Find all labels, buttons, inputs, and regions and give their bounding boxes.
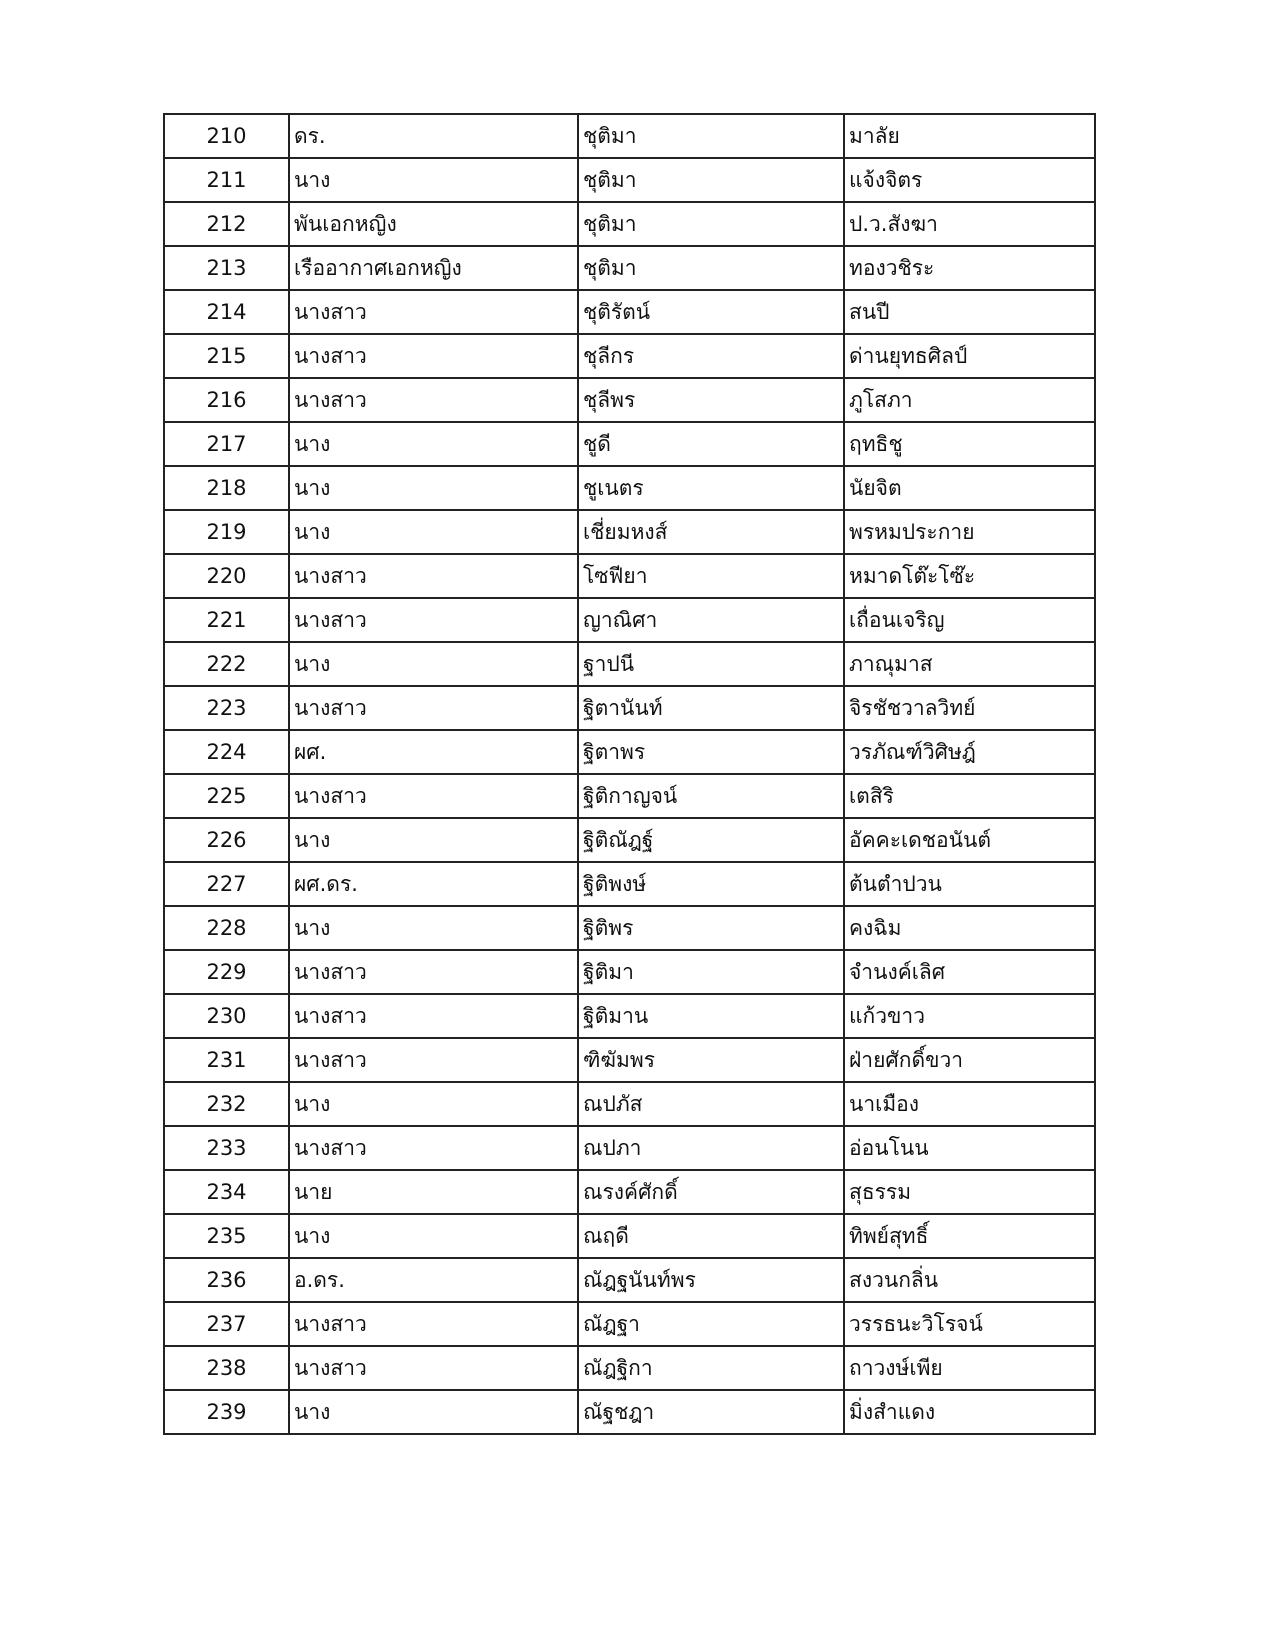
table-row [164, 114, 1095, 158]
row-title: นางสาว [289, 334, 578, 378]
row-number: 229 [164, 950, 289, 994]
row-last-name: มิ่งสำแดง [844, 1390, 1095, 1434]
row-last-name: ถาวงษ์เพีย [844, 1346, 1095, 1390]
row-first-name: ณรงค์ศักดิ์ [578, 1170, 844, 1214]
table-row [164, 994, 1095, 1038]
row-last-name: ทองวชิระ [844, 246, 1095, 290]
row-title: เรืออากาศเอกหญิง [289, 246, 578, 290]
row-first-name: ชุลีกร [578, 334, 844, 378]
table-row [164, 466, 1095, 510]
row-first-name: ณัฎฐิกา [578, 1346, 844, 1390]
row-first-name: ฐิติกาญจน์ [578, 774, 844, 818]
table-row [164, 246, 1095, 290]
row-first-name: ณัฐชฎา [578, 1390, 844, 1434]
row-last-name: จำนงค์เลิศ [844, 950, 1095, 994]
table-row [164, 1170, 1095, 1214]
row-number: 235 [164, 1214, 289, 1258]
row-number: 217 [164, 422, 289, 466]
row-title: นาง [289, 422, 578, 466]
table-row [164, 686, 1095, 730]
row-last-name: เตสิริ [844, 774, 1095, 818]
row-last-name: แจ้งจิตร [844, 158, 1095, 202]
table-row [164, 1258, 1095, 1302]
row-first-name: ชุลีพร [578, 378, 844, 422]
row-title: อ.ดร. [289, 1258, 578, 1302]
row-title: นางสาว [289, 686, 578, 730]
row-number: 226 [164, 818, 289, 862]
row-last-name: มาลัย [844, 114, 1095, 158]
table-row [164, 422, 1095, 466]
row-last-name: ป.ว.สังฆา [844, 202, 1095, 246]
row-title: นาง [289, 466, 578, 510]
name-list-body [164, 114, 1095, 1434]
row-last-name: คงฉิม [844, 906, 1095, 950]
row-last-name: ฤทธิชู [844, 422, 1095, 466]
row-first-name: ฐิติพงษ์ [578, 862, 844, 906]
row-first-name: ฐิติมา [578, 950, 844, 994]
row-number: 223 [164, 686, 289, 730]
row-number: 218 [164, 466, 289, 510]
table-row [164, 1302, 1095, 1346]
table-row [164, 334, 1095, 378]
row-number: 221 [164, 598, 289, 642]
row-number: 236 [164, 1258, 289, 1302]
row-last-name: ภาณุมาส [844, 642, 1095, 686]
row-number: 234 [164, 1170, 289, 1214]
row-first-name: โซฟียา [578, 554, 844, 598]
row-first-name: ฐิตาพร [578, 730, 844, 774]
table-row [164, 774, 1095, 818]
row-first-name: ชูเนตร [578, 466, 844, 510]
row-number: 213 [164, 246, 289, 290]
row-last-name: สงวนกลิ่น [844, 1258, 1095, 1302]
row-first-name: ชุติมา [578, 114, 844, 158]
row-last-name: จิรชัชวาลวิทย์ [844, 686, 1095, 730]
table-row [164, 598, 1095, 642]
row-title: นางสาว [289, 994, 578, 1038]
row-title: นาง [289, 1390, 578, 1434]
row-last-name: ต้นตำปวน [844, 862, 1095, 906]
row-number: 210 [164, 114, 289, 158]
row-number: 211 [164, 158, 289, 202]
row-last-name: หมาดโต๊ะโซ๊ะ [844, 554, 1095, 598]
row-title: นางสาว [289, 1038, 578, 1082]
row-title: นางสาว [289, 290, 578, 334]
row-number: 224 [164, 730, 289, 774]
table-row [164, 1390, 1095, 1434]
row-last-name: ทิพย์สุทธิ์ [844, 1214, 1095, 1258]
table-row [164, 730, 1095, 774]
table-row [164, 202, 1095, 246]
row-number: 231 [164, 1038, 289, 1082]
row-title: นางสาว [289, 950, 578, 994]
row-number: 238 [164, 1346, 289, 1390]
row-first-name: ฐิติมาน [578, 994, 844, 1038]
row-number: 225 [164, 774, 289, 818]
row-first-name: ชูดี [578, 422, 844, 466]
row-number: 215 [164, 334, 289, 378]
table-row [164, 1346, 1095, 1390]
row-title: นาง [289, 818, 578, 862]
row-first-name: ญาณิศา [578, 598, 844, 642]
row-first-name: ณปภา [578, 1126, 844, 1170]
row-last-name: ด่านยุทธศิลป์ [844, 334, 1095, 378]
row-last-name: สุธรรม [844, 1170, 1095, 1214]
row-first-name: ฐาปนี [578, 642, 844, 686]
table-row [164, 862, 1095, 906]
row-title: นางสาว [289, 1126, 578, 1170]
row-title: นาย [289, 1170, 578, 1214]
row-title: นางสาว [289, 1346, 578, 1390]
table-row [164, 818, 1095, 862]
row-number: 219 [164, 510, 289, 554]
row-last-name: สนปี [844, 290, 1095, 334]
table-row [164, 906, 1095, 950]
row-number: 230 [164, 994, 289, 1038]
row-title: นางสาว [289, 554, 578, 598]
row-first-name: เชี่ยมหงส์ [578, 510, 844, 554]
row-title: นาง [289, 510, 578, 554]
table-row [164, 1082, 1095, 1126]
table-row [164, 158, 1095, 202]
row-last-name: นัยจิต [844, 466, 1095, 510]
table-row [164, 378, 1095, 422]
table-row [164, 950, 1095, 994]
row-number: 228 [164, 906, 289, 950]
row-title: นางสาว [289, 1302, 578, 1346]
row-first-name: ณัฎฐนันท์พร [578, 1258, 844, 1302]
row-title: ผศ. [289, 730, 578, 774]
row-number: 239 [164, 1390, 289, 1434]
row-number: 237 [164, 1302, 289, 1346]
row-number: 222 [164, 642, 289, 686]
table-row [164, 1038, 1095, 1082]
row-number: 212 [164, 202, 289, 246]
row-number: 214 [164, 290, 289, 334]
row-title: นาง [289, 1214, 578, 1258]
table-row [164, 510, 1095, 554]
row-title: นางสาว [289, 378, 578, 422]
row-title: นางสาว [289, 774, 578, 818]
table-row [164, 554, 1095, 598]
row-title: นาง [289, 642, 578, 686]
row-first-name: ฐิตานันท์ [578, 686, 844, 730]
row-last-name: พรหมประกาย [844, 510, 1095, 554]
row-first-name: ณฤดี [578, 1214, 844, 1258]
row-last-name: แก้วขาว [844, 994, 1095, 1038]
row-number: 220 [164, 554, 289, 598]
row-last-name: วรภัณฑ์วิศิษฎ์ [844, 730, 1095, 774]
table-row [164, 1214, 1095, 1258]
table-row [164, 1126, 1095, 1170]
name-list-table [163, 113, 1096, 1435]
row-first-name: ณัฎฐา [578, 1302, 844, 1346]
row-title: นาง [289, 158, 578, 202]
row-last-name: เถื่อนเจริญ [844, 598, 1095, 642]
row-last-name: ฝ่ายศักดิ์ขวา [844, 1038, 1095, 1082]
row-title: นาง [289, 906, 578, 950]
table-row [164, 290, 1095, 334]
row-first-name: ชุติมา [578, 158, 844, 202]
row-first-name: ชุติมา [578, 246, 844, 290]
row-title: นางสาว [289, 598, 578, 642]
row-first-name: ชุติรัตน์ [578, 290, 844, 334]
row-last-name: อัคคะเดชอนันต์ [844, 818, 1095, 862]
row-first-name: ชุติมา [578, 202, 844, 246]
row-number: 233 [164, 1126, 289, 1170]
row-first-name: ณปภัส [578, 1082, 844, 1126]
row-title: ผศ.ดร. [289, 862, 578, 906]
row-number: 216 [164, 378, 289, 422]
row-title: นาง [289, 1082, 578, 1126]
row-title: ดร. [289, 114, 578, 158]
row-last-name: ภูโสภา [844, 378, 1095, 422]
row-first-name: ฑิฆัมพร [578, 1038, 844, 1082]
row-last-name: วรรธนะวิโรจน์ [844, 1302, 1095, 1346]
row-number: 227 [164, 862, 289, 906]
row-number: 232 [164, 1082, 289, 1126]
table-row [164, 642, 1095, 686]
row-last-name: นาเมือง [844, 1082, 1095, 1126]
row-last-name: อ่อนโนน [844, 1126, 1095, 1170]
row-first-name: ฐิติณัฎฐ์ [578, 818, 844, 862]
row-first-name: ฐิติพร [578, 906, 844, 950]
row-title: พันเอกหญิง [289, 202, 578, 246]
